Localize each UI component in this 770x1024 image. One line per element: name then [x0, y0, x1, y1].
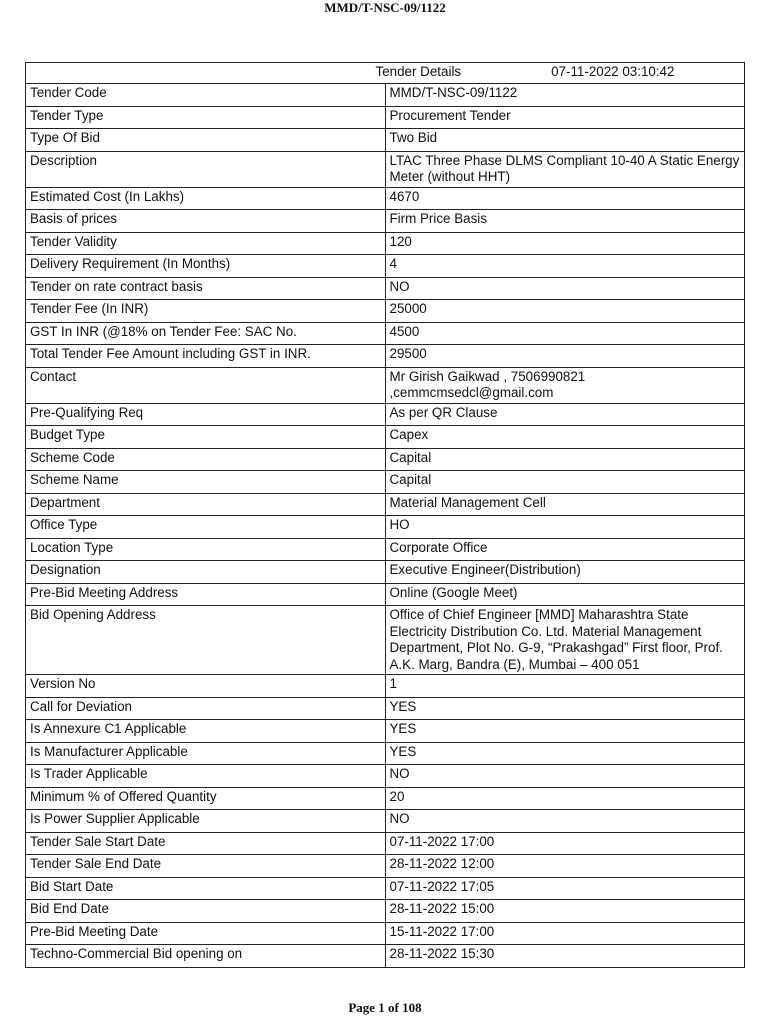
field-label: Is Manufacturer Applicable	[26, 742, 386, 765]
table-row	[26, 922, 745, 945]
table-row	[26, 832, 745, 855]
field-value: Mr Girish Gaikwad , 7506990821 ,cemmcmsedcl@gmail.com	[385, 367, 745, 403]
field-label: Location Type	[26, 538, 386, 561]
table-title-cell	[26, 63, 745, 84]
field-label: Tender Type	[26, 106, 386, 129]
field-value: 20	[385, 787, 745, 810]
field-value: YES	[385, 742, 745, 765]
field-label: Pre-Bid Meeting Address	[26, 583, 386, 606]
table-row	[26, 561, 745, 584]
field-value: Firm Price Basis	[385, 210, 745, 233]
field-value: 28-11-2022 15:00	[385, 900, 745, 923]
table-row	[26, 345, 745, 368]
field-label: Bid Start Date	[26, 877, 386, 900]
table-row	[26, 187, 745, 210]
field-value: Capex	[385, 426, 745, 449]
field-label: Designation	[26, 561, 386, 584]
field-value: Procurement Tender	[385, 106, 745, 129]
field-value: 15-11-2022 17:00	[385, 922, 745, 945]
field-value: 29500	[385, 345, 745, 368]
table-row	[26, 448, 745, 471]
table-row	[26, 129, 745, 152]
field-value: As per QR Clause	[385, 403, 745, 426]
table-row	[26, 300, 745, 323]
field-value: 28-11-2022 12:00	[385, 855, 745, 878]
table-row	[26, 675, 745, 698]
field-value: Corporate Office	[385, 538, 745, 561]
table-title: Tender Details	[375, 64, 462, 79]
field-label: Scheme Code	[26, 448, 386, 471]
field-label: Pre-Qualifying Req	[26, 403, 386, 426]
field-value: Executive Engineer(Distribution)	[385, 561, 745, 584]
field-value: 4	[385, 255, 745, 278]
field-label: Contact	[26, 367, 386, 403]
field-value: Online (Google Meet)	[385, 583, 745, 606]
table-title-row	[26, 63, 745, 84]
field-value: 25000	[385, 300, 745, 323]
field-label: Is Annexure C1 Applicable	[26, 720, 386, 743]
table-row	[26, 606, 745, 675]
field-label: Is Power Supplier Applicable	[26, 810, 386, 833]
table-row	[26, 945, 745, 968]
field-value: 4500	[385, 322, 745, 345]
table-row	[26, 516, 745, 539]
table-row	[26, 403, 745, 426]
field-value: YES	[385, 697, 745, 720]
field-value: NO	[385, 810, 745, 833]
field-label: Version No	[26, 675, 386, 698]
field-value: YES	[385, 720, 745, 743]
table-row	[26, 583, 745, 606]
field-label: Techno-Commercial Bid opening on	[26, 945, 386, 968]
field-label: Tender Code	[26, 84, 386, 107]
field-label: Call for Deviation	[26, 697, 386, 720]
tender-details-table	[25, 62, 745, 968]
table-row	[26, 367, 745, 403]
field-label: Minimum % of Offered Quantity	[26, 787, 386, 810]
table-row	[26, 426, 745, 449]
field-value: 120	[385, 232, 745, 255]
table-row	[26, 493, 745, 516]
field-value: Office of Chief Engineer [MMD] Maharashtra State Electricity Distribution Co. Ltd. Material Management Department, Plot No. G-9, “Prakashgad” First floor, Prof. A.K. Marg, Bandra (E), Mumbai – 400 051	[385, 606, 745, 675]
table-row	[26, 210, 745, 233]
field-label: Delivery Requirement (In Months)	[26, 255, 386, 278]
field-value: 4670	[385, 187, 745, 210]
field-label: Tender Validity	[26, 232, 386, 255]
field-value: Capital	[385, 448, 745, 471]
page-header: MMD/T-NSC-09/1122	[324, 0, 446, 15]
field-value: Capital	[385, 471, 745, 494]
field-value: 28-11-2022 15:30	[385, 945, 745, 968]
field-value: 07-11-2022 17:05	[385, 877, 745, 900]
tender-details-body	[26, 63, 745, 968]
table-row	[26, 810, 745, 833]
field-label: Tender Sale End Date	[26, 855, 386, 878]
field-label: Is Trader Applicable	[26, 765, 386, 788]
field-label: Bid End Date	[26, 900, 386, 923]
table-row	[26, 277, 745, 300]
table-row	[26, 255, 745, 278]
table-row	[26, 106, 745, 129]
table-row	[26, 697, 745, 720]
field-value: NO	[385, 765, 745, 788]
field-value: Material Management Cell	[385, 493, 745, 516]
field-label: Department	[26, 493, 386, 516]
table-row	[26, 720, 745, 743]
table-row	[26, 742, 745, 765]
field-label: Basis of prices	[26, 210, 386, 233]
field-value: 1	[385, 675, 745, 698]
field-value: LTAC Three Phase DLMS Compliant 10-40 A Static Energy Meter (without HHT)	[385, 151, 745, 187]
field-label: Scheme Name	[26, 471, 386, 494]
table-row	[26, 151, 745, 187]
table-row	[26, 765, 745, 788]
page-footer: Page 1 of 108	[348, 1000, 422, 1015]
field-label: Type Of Bid	[26, 129, 386, 152]
table-row	[26, 787, 745, 810]
field-value: NO	[385, 277, 745, 300]
table-row	[26, 900, 745, 923]
field-label: Tender Fee (In INR)	[26, 300, 386, 323]
field-label: Estimated Cost (In Lakhs)	[26, 187, 386, 210]
table-row	[26, 855, 745, 878]
table-row	[26, 471, 745, 494]
field-label: GST In INR (@18% on Tender Fee: SAC No.	[26, 322, 386, 345]
field-value: HO	[385, 516, 745, 539]
field-label: Bid Opening Address	[26, 606, 386, 675]
field-label: Tender on rate contract basis	[26, 277, 386, 300]
table-row	[26, 84, 745, 107]
table-row	[26, 877, 745, 900]
field-value: MMD/T-NSC-09/1122	[385, 84, 745, 107]
table-row	[26, 322, 745, 345]
table-row	[26, 538, 745, 561]
field-label: Total Tender Fee Amount including GST in INR.	[26, 345, 386, 368]
field-label: Office Type	[26, 516, 386, 539]
field-value: Two Bid	[385, 129, 745, 152]
field-value: 07-11-2022 17:00	[385, 832, 745, 855]
field-label: Tender Sale Start Date	[26, 832, 386, 855]
table-row	[26, 232, 745, 255]
generated-timestamp: 07-11-2022 03:10:42	[551, 64, 675, 79]
field-label: Budget Type	[26, 426, 386, 449]
field-label: Pre-Bid Meeting Date	[26, 922, 386, 945]
field-label: Description	[26, 151, 386, 187]
